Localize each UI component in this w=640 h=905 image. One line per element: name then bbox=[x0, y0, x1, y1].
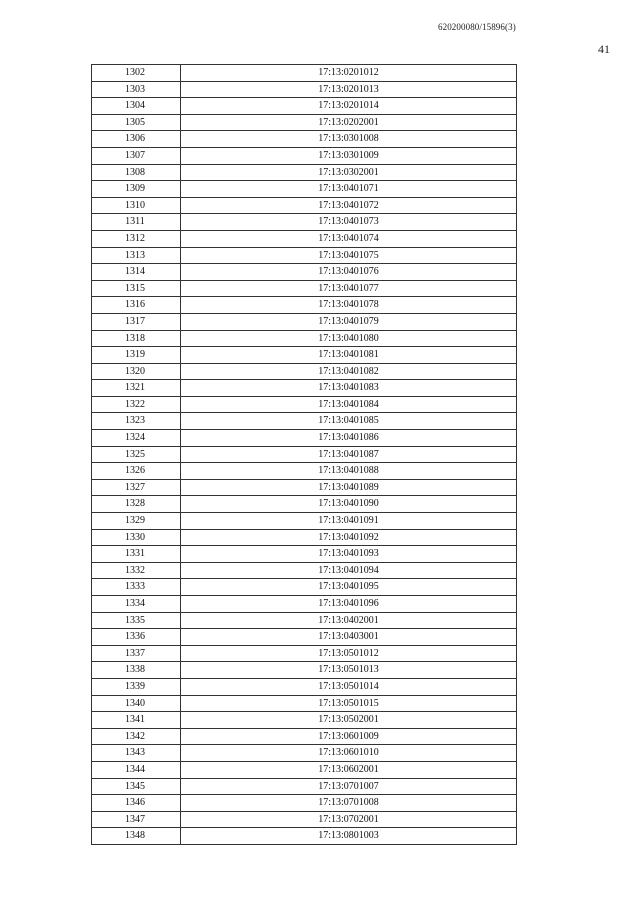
table-row bbox=[92, 811, 517, 828]
table-row bbox=[92, 65, 517, 82]
row-number: 1302 bbox=[92, 65, 181, 82]
table-row bbox=[92, 463, 517, 480]
row-number: 1323 bbox=[92, 413, 181, 430]
row-number: 1326 bbox=[92, 463, 181, 480]
cadastral-number: 17:13:0403001 bbox=[181, 629, 517, 646]
table-row bbox=[92, 164, 517, 181]
row-number: 1314 bbox=[92, 264, 181, 281]
cadastral-number: 17:13:0401074 bbox=[181, 230, 517, 247]
table-row bbox=[92, 513, 517, 530]
row-number: 1304 bbox=[92, 98, 181, 115]
cadastral-number: 17:13:0301008 bbox=[181, 131, 517, 148]
table-row bbox=[92, 197, 517, 214]
table-row bbox=[92, 81, 517, 98]
row-number: 1318 bbox=[92, 330, 181, 347]
cadastral-number: 17:13:0401089 bbox=[181, 479, 517, 496]
table-row bbox=[92, 662, 517, 679]
row-number: 1309 bbox=[92, 181, 181, 198]
cadastral-number: 17:13:0602001 bbox=[181, 761, 517, 778]
row-number: 1330 bbox=[92, 529, 181, 546]
cadastral-number: 17:13:0401093 bbox=[181, 546, 517, 563]
cadastral-number: 17:13:0501014 bbox=[181, 678, 517, 695]
row-number: 1303 bbox=[92, 81, 181, 98]
cadastral-number: 17:13:0401085 bbox=[181, 413, 517, 430]
row-number: 1316 bbox=[92, 297, 181, 314]
cadastral-number: 17:13:0401078 bbox=[181, 297, 517, 314]
table-row bbox=[92, 612, 517, 629]
cadastral-number: 17:13:0701007 bbox=[181, 778, 517, 795]
cadastral-number: 17:13:0201013 bbox=[181, 81, 517, 98]
cadastral-number: 17:13:0401073 bbox=[181, 214, 517, 231]
cadastral-table bbox=[91, 64, 517, 845]
row-number: 1312 bbox=[92, 230, 181, 247]
cadastral-number: 17:13:0502001 bbox=[181, 712, 517, 729]
table-body bbox=[92, 65, 517, 845]
table-row bbox=[92, 629, 517, 646]
table-row bbox=[92, 828, 517, 845]
row-number: 1306 bbox=[92, 131, 181, 148]
row-number: 1332 bbox=[92, 562, 181, 579]
table-row bbox=[92, 114, 517, 131]
table-row bbox=[92, 695, 517, 712]
row-number: 1322 bbox=[92, 396, 181, 413]
row-number: 1335 bbox=[92, 612, 181, 629]
row-number: 1329 bbox=[92, 513, 181, 530]
row-number: 1336 bbox=[92, 629, 181, 646]
table-row bbox=[92, 430, 517, 447]
cadastral-number: 17:13:0401091 bbox=[181, 513, 517, 530]
cadastral-number: 17:13:0401082 bbox=[181, 363, 517, 380]
row-number: 1339 bbox=[92, 678, 181, 695]
table-row bbox=[92, 247, 517, 264]
row-number: 1333 bbox=[92, 579, 181, 596]
row-number: 1338 bbox=[92, 662, 181, 679]
cadastral-number: 17:13:0301009 bbox=[181, 147, 517, 164]
cadastral-number: 17:13:0501015 bbox=[181, 695, 517, 712]
table-row bbox=[92, 546, 517, 563]
cadastral-number: 17:13:0401084 bbox=[181, 396, 517, 413]
cadastral-number: 17:13:0401090 bbox=[181, 496, 517, 513]
cadastral-number: 17:13:0401094 bbox=[181, 562, 517, 579]
row-number: 1343 bbox=[92, 745, 181, 762]
table-row bbox=[92, 645, 517, 662]
cadastral-number: 17:13:0501013 bbox=[181, 662, 517, 679]
table-row bbox=[92, 745, 517, 762]
table-row bbox=[92, 496, 517, 513]
table-row bbox=[92, 147, 517, 164]
row-number: 1342 bbox=[92, 728, 181, 745]
row-number: 1341 bbox=[92, 712, 181, 729]
cadastral-number: 17:13:0401076 bbox=[181, 264, 517, 281]
table-row bbox=[92, 778, 517, 795]
table-row bbox=[92, 479, 517, 496]
cadastral-number: 17:13:0401083 bbox=[181, 380, 517, 397]
cadastral-number: 17:13:0801003 bbox=[181, 828, 517, 845]
row-number: 1325 bbox=[92, 446, 181, 463]
table-row bbox=[92, 98, 517, 115]
cadastral-number: 17:13:0601009 bbox=[181, 728, 517, 745]
table-row bbox=[92, 380, 517, 397]
table-row bbox=[92, 795, 517, 812]
cadastral-number: 17:13:0401086 bbox=[181, 430, 517, 447]
cadastral-number: 17:13:0201012 bbox=[181, 65, 517, 82]
row-number: 1345 bbox=[92, 778, 181, 795]
cadastral-number: 17:13:0401087 bbox=[181, 446, 517, 463]
cadastral-number: 17:13:0702001 bbox=[181, 811, 517, 828]
table-row bbox=[92, 712, 517, 729]
table-row bbox=[92, 363, 517, 380]
row-number: 1310 bbox=[92, 197, 181, 214]
table-row bbox=[92, 579, 517, 596]
cadastral-number: 17:13:0401088 bbox=[181, 463, 517, 480]
row-number: 1327 bbox=[92, 479, 181, 496]
table-row bbox=[92, 280, 517, 297]
row-number: 1320 bbox=[92, 363, 181, 380]
cadastral-number: 17:13:0401071 bbox=[181, 181, 517, 198]
cadastral-number: 17:13:0501012 bbox=[181, 645, 517, 662]
table-row bbox=[92, 396, 517, 413]
cadastral-number: 17:13:0701008 bbox=[181, 795, 517, 812]
table-row bbox=[92, 413, 517, 430]
row-number: 1344 bbox=[92, 761, 181, 778]
table-row bbox=[92, 446, 517, 463]
row-number: 1307 bbox=[92, 147, 181, 164]
cadastral-number: 17:13:0302001 bbox=[181, 164, 517, 181]
row-number: 1347 bbox=[92, 811, 181, 828]
row-number: 1305 bbox=[92, 114, 181, 131]
row-number: 1337 bbox=[92, 645, 181, 662]
table-row bbox=[92, 131, 517, 148]
table-row bbox=[92, 230, 517, 247]
page-number: 41 bbox=[598, 42, 610, 56]
table-row bbox=[92, 347, 517, 364]
table-row bbox=[92, 330, 517, 347]
row-number: 1321 bbox=[92, 380, 181, 397]
row-number: 1331 bbox=[92, 546, 181, 563]
cadastral-number: 17:13:0201014 bbox=[181, 98, 517, 115]
cadastral-number: 17:13:0601010 bbox=[181, 745, 517, 762]
table-row bbox=[92, 181, 517, 198]
row-number: 1308 bbox=[92, 164, 181, 181]
cadastral-number: 17:13:0401096 bbox=[181, 596, 517, 613]
document-id: 620200080/15896(3) bbox=[438, 22, 516, 32]
cadastral-number: 17:13:0401075 bbox=[181, 247, 517, 264]
row-number: 1319 bbox=[92, 347, 181, 364]
table-row bbox=[92, 313, 517, 330]
row-number: 1348 bbox=[92, 828, 181, 845]
table-row bbox=[92, 264, 517, 281]
cadastral-number: 17:13:0401072 bbox=[181, 197, 517, 214]
row-number: 1315 bbox=[92, 280, 181, 297]
table-row bbox=[92, 529, 517, 546]
row-number: 1313 bbox=[92, 247, 181, 264]
cadastral-number: 17:13:0401077 bbox=[181, 280, 517, 297]
table-row bbox=[92, 214, 517, 231]
cadastral-number: 17:13:0401079 bbox=[181, 313, 517, 330]
table-row bbox=[92, 596, 517, 613]
row-number: 1334 bbox=[92, 596, 181, 613]
table-row bbox=[92, 728, 517, 745]
table-row bbox=[92, 678, 517, 695]
row-number: 1324 bbox=[92, 430, 181, 447]
table-row bbox=[92, 297, 517, 314]
cadastral-number: 17:13:0202001 bbox=[181, 114, 517, 131]
row-number: 1317 bbox=[92, 313, 181, 330]
cadastral-number: 17:13:0401095 bbox=[181, 579, 517, 596]
table-row bbox=[92, 761, 517, 778]
cadastral-number: 17:13:0402001 bbox=[181, 612, 517, 629]
cadastral-number: 17:13:0401080 bbox=[181, 330, 517, 347]
row-number: 1346 bbox=[92, 795, 181, 812]
row-number: 1328 bbox=[92, 496, 181, 513]
table-row bbox=[92, 562, 517, 579]
row-number: 1311 bbox=[92, 214, 181, 231]
row-number: 1340 bbox=[92, 695, 181, 712]
cadastral-number: 17:13:0401081 bbox=[181, 347, 517, 364]
cadastral-number: 17:13:0401092 bbox=[181, 529, 517, 546]
